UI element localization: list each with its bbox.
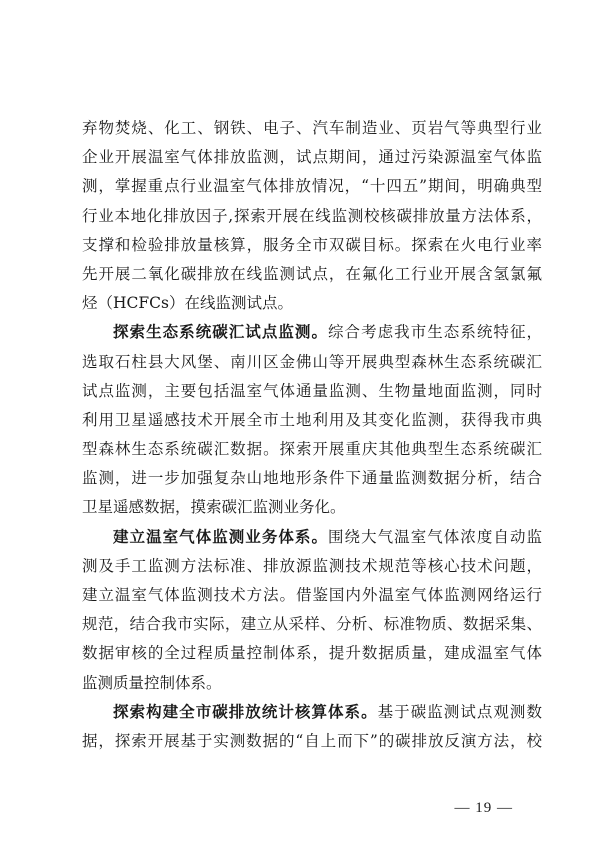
text-line (82, 669, 542, 698)
text-line (82, 406, 542, 435)
line-text: 试点监测，主要包括温室气体通量监测、生物量地面监测，同时 (82, 381, 542, 400)
text-line (82, 493, 542, 522)
text-line (82, 523, 542, 552)
text-line (82, 143, 542, 172)
line-text: 监测，进一步加强复杂山地地形条件下通量监测数据分析，结合 (82, 469, 542, 488)
text-line (82, 639, 542, 668)
line-text: 建立温室气体监测技术方法。借鉴国内外温室气体监测网络运行 (82, 586, 542, 604)
line-text: 基于碳监测试点观测数 (377, 702, 542, 721)
text-line (82, 260, 542, 289)
line-text: 行业本地化排放因子,探索开展在线监测校核碳排放量方法体系， (82, 206, 542, 225)
line-text: 型森林生态系统碳汇数据。探索开展重庆其他典型生态系统碳汇 (82, 440, 542, 459)
line-text: 据，探索开展基于实测数据的“自上而下”的碳排放反演方法，校 (82, 731, 542, 750)
text-line (82, 231, 542, 260)
line-text: 卫星遥感数据，摸索碳汇监测业务化。 (82, 498, 346, 517)
text-line (82, 464, 542, 493)
text-line (82, 289, 542, 318)
text-line (82, 727, 542, 756)
line-text: 选取石柱县大风堡、南川区金佛山等开展典型森林生态系统碳汇 (82, 352, 542, 371)
section-heading: 建立温室气体监测业务体系。 (113, 527, 329, 546)
line-text: 支撑和检验排放量核算，服务全市双碳目标。探索在火电行业率 (82, 235, 542, 254)
text-line (82, 114, 542, 143)
section-heading: 探索构建全市碳排放统计核算体系。 (113, 702, 378, 721)
body-text (82, 114, 542, 756)
text-line (82, 377, 542, 406)
text-line (82, 435, 542, 464)
line-text: 烃（HCFCs）在线监测试点。 (82, 294, 293, 313)
line-text: 综合考虑我市生态系统特征， (328, 323, 542, 342)
text-line (82, 318, 542, 347)
text-line (82, 581, 542, 610)
text-line (82, 698, 542, 727)
section-heading: 探索生态系统碳汇试点监测。 (113, 323, 329, 342)
text-line (82, 610, 542, 639)
text-line (82, 172, 542, 201)
line-text: 测及手工监测方法标准、排放源监测技术规范等核心技术问题， (82, 556, 542, 575)
line-text: 规范，结合我市实际，建立从采样、分析、标准物质、数据采集、 (82, 615, 542, 634)
line-text: 企业开展温室气体排放监测，试点期间，通过污染源温室气体监 (82, 148, 542, 167)
line-text: 数据审核的全过程质量控制体系，提升数据质量，建成温室气体 (82, 644, 542, 663)
text-line (82, 202, 542, 231)
text-line (82, 552, 542, 581)
line-text: 测，掌握重点行业温室气体排放情况，“十四五”期间，明确典型 (82, 177, 542, 196)
page-number: — 19 — (454, 800, 513, 816)
text-line (82, 348, 542, 377)
line-text: 先开展二氧化碳排放在线监测试点，在氟化工行业开展含氢氯氟 (82, 264, 542, 283)
line-text: 弃物焚烧、化工、钢铁、电子、汽车制造业、页岩气等典型行业 (82, 119, 542, 137)
line-text: 利用卫星遥感技术开展全市土地利用及其变化监测，获得我市典 (82, 410, 542, 429)
line-text: 围绕大气温室气体浓度自动监 (328, 527, 542, 546)
line-text: 监测质量控制体系。 (82, 673, 222, 692)
